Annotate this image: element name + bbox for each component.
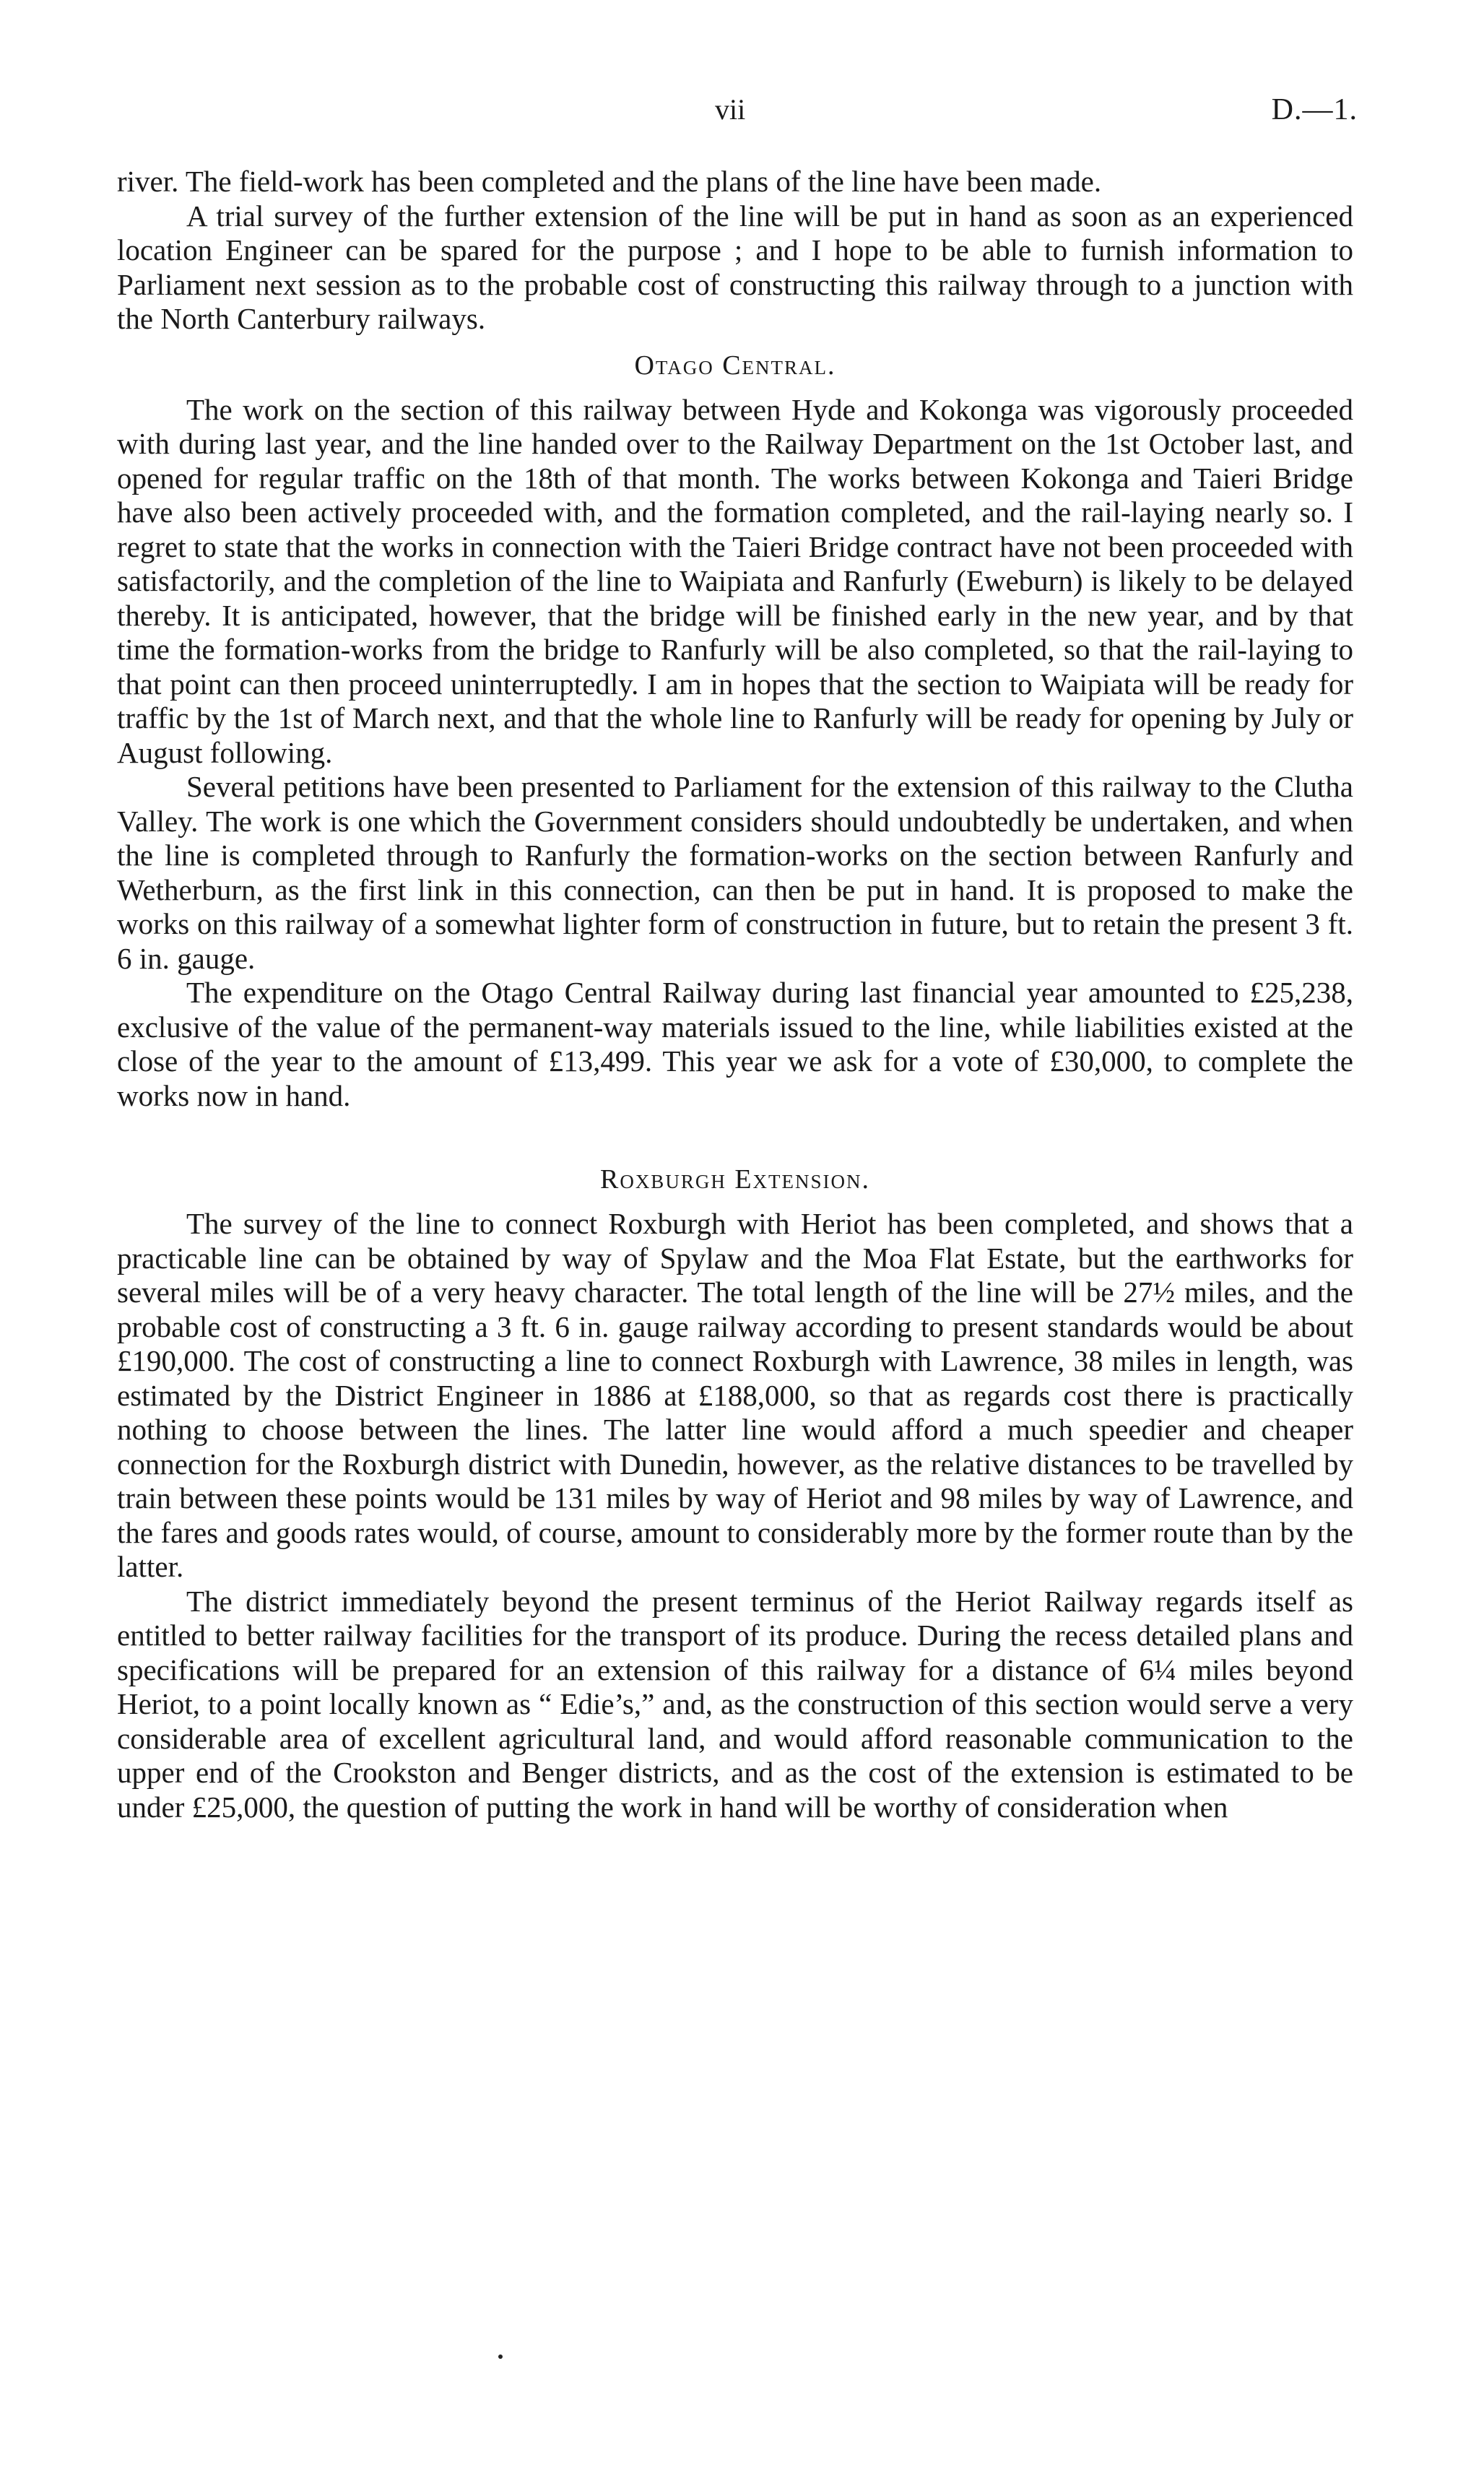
section-heading-roxburgh-extension: Roxburgh Extension. bbox=[599, 1164, 871, 1195]
roxburgh-paragraph-2: The district immediately beyond the present terminus of the Heriot Railway regards itself as entitled to better railway facilities for the transport of its produce. During the recess detailed plans and specifications will be prepared for an extension of this railway for a distance of 6¼ miles beyond Heriot, to a point locally known as “ Edie’s,” and, as the construction of this section would serve a very considerable area of excellent agricultural land, and would afford reasonable communication to the upper end of the Crookston and Benger districts, and as the cost of the extension is estimated to be under £25,000, the question of putting the work in hand will be worthy of consideration when bbox=[117, 1584, 1353, 1824]
otago-paragraph-2: Several petitions have been presented to Parliament for the extension of this railway to the Clutha Valley. The work is one which the Government considers should undoubtedly be undertaken, and when the line is completed through to Ranfurly the formation-works on the section between Ranfurly and Wetherburn, as the first link in this connection, can then be put in hand. It is proposed to make the works on this railway of a somewhat lighter form of construction in future, but to retain the present 3 ft. 6 in. gauge. bbox=[117, 770, 1353, 975]
page-header bbox=[0, 92, 1484, 136]
stray-mark bbox=[498, 2354, 503, 2359]
intro-paragraph-continued: river. The field-work has been completed and the plans of the line have been made. bbox=[117, 165, 1102, 198]
roxburgh-paragraph-1: The survey of the line to connect Roxburgh with Heriot has been completed, and shows that a practicable line can be obtained by way of Spylaw and the Moa Flat Estate, but the earthworks for several miles will be of a very heavy character. The total length of the line will be 27½ miles, and the probable cost of constructing a 3 ft. 6 in. gauge railway according to present standards would be about £190,000. The cost of constructing a line to connect Roxburgh with Lawrence, 38 miles in length, was estimated by the District Engineer in 1886 at £188,000, so that as regards cost there is practically nothing to choose between the lines. The latter line would afford a much speedier and cheaper connection for the Roxburgh district with Dunedin, however, as the relative distances to be travelled by train between these points would be 131 miles by way of Heriot and 98 miles by way of Lawrence, and the fares and goods rates would, of course, amount to considerably more by the former route than by the latter. bbox=[117, 1207, 1353, 1583]
page-body bbox=[117, 165, 1353, 1824]
page-number: vii bbox=[715, 93, 746, 126]
otago-paragraph-1: The work on the section of this railway between Hyde and Kokonga was vigorously proceeded with during last year, and the line handed over to the Railway Department on the 1st October last, and opened for regular traffic on the 18th of that month. The works between Kokonga and Taieri Bridge have also been actively proceeded with, and the formation completed, and the rail-laying nearly so. I regret to state that the works in connection with the Taieri Bridge contract have not been proceeded with satisfactorily, and the completion of the line to Waipiata and Ranfurly (Eweburn) is likely to be delayed thereby. It is anticipated, however, that the bridge will be finished early in the new year, and by that time the formation-works from the bridge to Ranfurly will be also completed, so that the rail-laying to that point can then proceed uninterruptedly. I am in hopes that the section to Waipiata will be ready for traffic by the 1st of March next, and that the whole line to Ranfurly will be ready for opening by July or August following. bbox=[117, 392, 1353, 769]
otago-paragraph-3: The expenditure on the Otago Central Railway during last financial year amounted to £25,238, exclusive of the value of the permanent-way materials issued to the line, while liabilities existed at the close of the year to the amount of £13,499. This year we ask for a vote of £30,000, to complete the works now in hand. bbox=[117, 976, 1353, 1112]
document-reference: D.—1. bbox=[1271, 93, 1358, 126]
section-heading-otago-central: Otago Central. bbox=[634, 350, 836, 381]
intro-paragraph: A trial survey of the further extension of the line will be put in hand as soon as an experienced location Engineer can be spared for the purpose ; and I hope to be able to furnish information to Parliament next session as to the probable cost of constructing this railway through to a junction with the North Canterbury railways. bbox=[117, 199, 1353, 335]
